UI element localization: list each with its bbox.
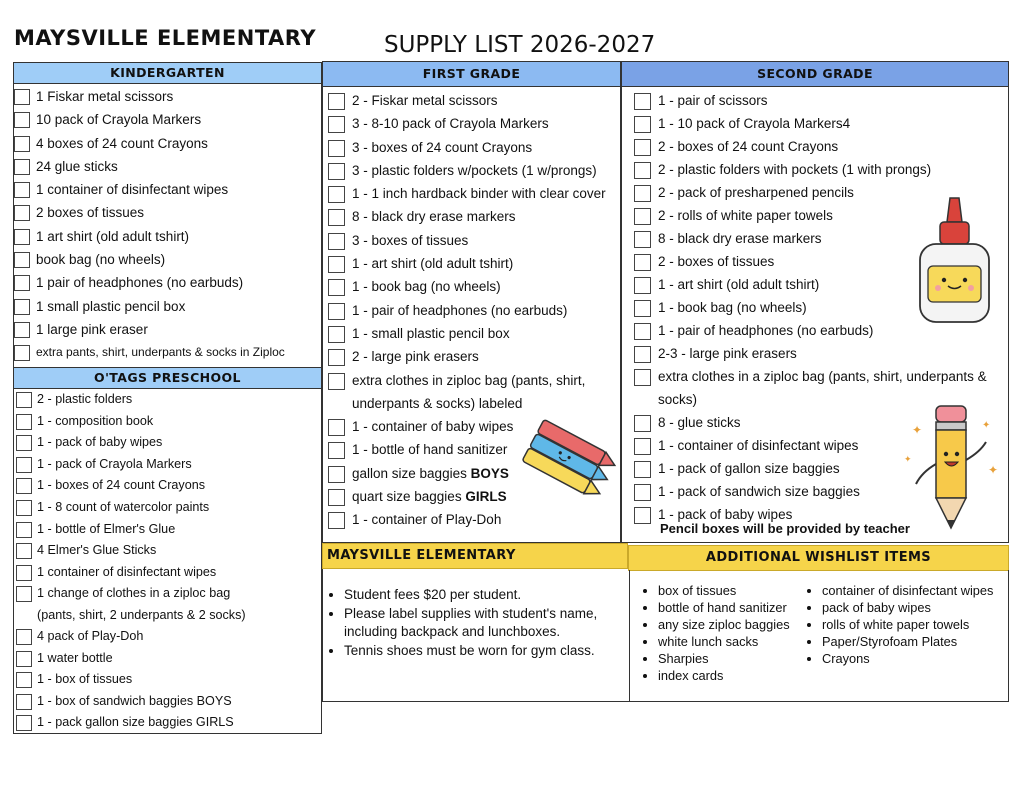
preschool-section xyxy=(13,367,322,734)
checkbox[interactable] xyxy=(328,140,345,157)
checkbox[interactable] xyxy=(634,438,651,455)
list-item: 1 - art shirt (old adult tshirt) xyxy=(622,277,1008,300)
checkbox[interactable] xyxy=(634,93,651,110)
pencil-character-icon xyxy=(902,402,1002,542)
checkbox[interactable] xyxy=(634,162,651,179)
list-item: 1 - 8 count of watercolor paints xyxy=(14,500,321,522)
info-bullet: • Tennis shoes must be worn for gym class. xyxy=(344,642,628,660)
checkbox[interactable] xyxy=(634,461,651,478)
svg-text:✦: ✦ xyxy=(904,454,912,464)
list-item: 1 - 1 inch hardback binder with clear cover xyxy=(323,186,620,209)
checkbox[interactable] xyxy=(14,229,30,245)
preschool-heading: O'TAGS PRESCHOOL xyxy=(14,368,321,389)
list-item: 2 - boxes of 24 count Crayons xyxy=(622,139,1008,162)
list-item: 1 - container of Play-Doh xyxy=(323,512,620,535)
list-item: 3 - boxes of tissues xyxy=(323,233,620,256)
checkbox[interactable] xyxy=(14,136,30,152)
info-section xyxy=(322,570,628,702)
checkbox[interactable] xyxy=(16,457,32,473)
list-item: 1 - small plastic pencil box xyxy=(323,326,620,349)
list-item: 4 boxes of 24 count Crayons xyxy=(14,136,321,159)
checkbox[interactable] xyxy=(328,279,345,296)
list-item: 1 large pink eraser xyxy=(14,322,321,345)
checkbox[interactable] xyxy=(328,186,345,203)
checkbox[interactable] xyxy=(16,694,32,710)
list-item: 1 - pack of sandwich size baggies xyxy=(622,484,1008,507)
list-item: 1 - pair of headphones (no earbuds) xyxy=(323,303,620,326)
checkbox[interactable] xyxy=(14,112,30,128)
checkbox[interactable] xyxy=(634,139,651,156)
list-item: 10 pack of Crayola Markers xyxy=(14,112,321,135)
checkbox[interactable] xyxy=(328,233,345,250)
checkbox[interactable] xyxy=(14,299,30,315)
list-item: gallon size baggies BOYS xyxy=(323,466,620,489)
list-item: 1 - pair of headphones (no earbuds) xyxy=(622,323,1008,346)
list-item: 24 glue sticks xyxy=(14,159,321,182)
list-item: 1 - box of sandwich baggies BOYS xyxy=(14,694,321,716)
svg-text:✦: ✦ xyxy=(982,420,991,431)
document-title: SUPPLY LIST 2026-2027 xyxy=(384,32,656,58)
list-item-continuation: (pants, shirt, 2 underpants & 2 socks) xyxy=(37,607,246,622)
boys-label: BOYS xyxy=(470,465,509,481)
list-item: 4 Elmer's Glue Sticks xyxy=(14,543,321,565)
second-grade-section xyxy=(621,61,1009,543)
list-item: 2 - large pink erasers xyxy=(323,349,620,372)
list-item: 2 - rolls of white paper towels xyxy=(622,208,1008,231)
list-item: 1 pair of headphones (no earbuds) xyxy=(14,275,321,298)
list-item: 2 - plastic folders with pockets (1 with prongs) xyxy=(622,162,1008,185)
checkbox[interactable] xyxy=(14,252,30,268)
list-item: 1 container of disinfectant wipes xyxy=(14,182,321,205)
list-item: 2 - boxes of tissues xyxy=(622,254,1008,277)
list-item: 4 pack of Play-Doh xyxy=(14,629,321,651)
checkbox[interactable] xyxy=(16,715,32,731)
checkbox[interactable] xyxy=(16,392,32,408)
checkbox[interactable] xyxy=(16,629,32,645)
checkbox[interactable] xyxy=(16,522,32,538)
checkbox[interactable] xyxy=(16,478,32,494)
checkbox[interactable] xyxy=(16,500,32,516)
first-grade-section xyxy=(322,61,621,543)
wishlist-item: • white lunch sacks xyxy=(658,633,790,650)
school-name: MAYSVILLE ELEMENTARY xyxy=(14,26,317,50)
list-item: 1 container of disinfectant wipes xyxy=(14,565,321,587)
checkbox[interactable] xyxy=(634,346,651,363)
svg-text:✦: ✦ xyxy=(912,423,923,437)
checkbox[interactable] xyxy=(328,209,345,226)
wishlist-item: • Paper/Styrofoam Plates xyxy=(822,633,993,650)
list-item: 1 - 10 pack of Crayola Markers4 xyxy=(622,116,1008,139)
checkbox[interactable] xyxy=(16,543,32,559)
checkbox[interactable] xyxy=(14,275,30,291)
list-item: 1 - container of baby wipes xyxy=(323,419,620,442)
list-item: 1 - pack of baby wipes xyxy=(622,507,1008,530)
checkbox[interactable] xyxy=(14,159,30,175)
checkbox[interactable] xyxy=(634,323,651,340)
list-item: 8 - black dry erase markers xyxy=(323,209,620,232)
checkbox[interactable] xyxy=(16,414,32,430)
checkbox[interactable] xyxy=(328,256,345,273)
wishlist-item: • container of disinfectant wipes xyxy=(822,582,993,599)
list-item: extra clothes in ziploc bag (pants, shirt, xyxy=(323,373,620,396)
list-item: 2 - plastic folders xyxy=(14,392,321,414)
list-item: 8 - black dry erase markers xyxy=(622,231,1008,254)
list-item: 2 boxes of tissues xyxy=(14,205,321,228)
list-item: extra clothes in a ziploc bag (pants, shirt, underpants & xyxy=(622,369,1008,392)
checkbox[interactable] xyxy=(634,484,651,501)
checkbox[interactable] xyxy=(634,208,651,225)
checkbox[interactable] xyxy=(14,182,30,198)
wishlist-item: • Crayons xyxy=(822,650,993,667)
list-item: 1 - box of tissues xyxy=(14,672,321,694)
checkbox[interactable] xyxy=(16,586,32,602)
list-item: 1 - art shirt (old adult tshirt) xyxy=(323,256,620,279)
first-grade-heading: FIRST GRADE xyxy=(323,62,620,87)
list-item: 3 - 8-10 pack of Crayola Markers xyxy=(323,116,620,139)
list-item: 1 - bottle of Elmer's Glue xyxy=(14,522,321,544)
checkbox[interactable] xyxy=(328,442,345,459)
checkbox[interactable] xyxy=(634,369,651,386)
list-item: 1 change of clothes in a ziploc bag xyxy=(14,586,321,608)
checkbox[interactable] xyxy=(328,163,345,180)
pencil-box-note: Pencil boxes will be provided by teacher xyxy=(660,521,910,536)
wishlist-item: • Sharpies xyxy=(658,650,790,667)
wishlist-item: • box of tissues xyxy=(658,582,790,599)
checkbox[interactable] xyxy=(328,419,345,436)
checkbox[interactable] xyxy=(634,254,651,271)
checkbox[interactable] xyxy=(14,89,30,105)
second-grade-heading: SECOND GRADE xyxy=(622,62,1008,87)
list-item: 1 - pack of baby wipes xyxy=(14,435,321,457)
wishlist-item: • any size ziploc baggies xyxy=(658,616,790,633)
checkbox[interactable] xyxy=(14,322,30,338)
list-item: 3 - plastic folders w/pockets (1 w/prongs) xyxy=(323,163,620,186)
list-item: 1 - pair of scissors xyxy=(622,93,1008,116)
wishlist-heading: ADDITIONAL WISHLIST ITEMS xyxy=(628,545,1009,571)
list-item: 2-3 - large pink erasers xyxy=(622,346,1008,369)
checkbox[interactable] xyxy=(14,205,30,221)
list-item: 1 - boxes of 24 count Crayons xyxy=(14,478,321,500)
checkbox[interactable] xyxy=(634,300,651,317)
checkbox[interactable] xyxy=(328,303,345,320)
checkbox[interactable] xyxy=(634,415,651,432)
list-item: 2 - pack of presharpened pencils xyxy=(622,185,1008,208)
list-item: 8 - glue sticks xyxy=(622,415,1008,438)
checkbox[interactable] xyxy=(634,116,651,133)
list-item: quart size baggies GIRLS xyxy=(323,489,620,512)
checkbox[interactable] xyxy=(328,349,345,366)
list-item: 1 - pack gallon size baggies GIRLS xyxy=(14,715,321,737)
checkbox[interactable] xyxy=(328,489,345,506)
list-item: 1 art shirt (old adult tshirt) xyxy=(14,229,321,252)
checkbox[interactable] xyxy=(328,116,345,133)
checkbox[interactable] xyxy=(634,507,651,524)
list-item-continuation: socks) xyxy=(658,392,698,407)
list-item-continuation: underpants & socks) labeled xyxy=(352,395,523,411)
checkbox[interactable] xyxy=(634,185,651,202)
crayons-icon xyxy=(519,412,619,512)
wishlist-item: • pack of baby wipes xyxy=(822,599,993,616)
kindergarten-heading: KINDERGARTEN xyxy=(14,63,321,84)
checkbox[interactable] xyxy=(328,93,345,110)
checkbox[interactable] xyxy=(16,565,32,581)
checkbox[interactable] xyxy=(16,651,32,667)
list-item: 1 - book bag (no wheels) xyxy=(622,300,1008,323)
checkbox[interactable] xyxy=(634,277,651,294)
info-heading: MAYSVILLE ELEMENTARY xyxy=(322,543,628,569)
svg-text:✦: ✦ xyxy=(988,463,999,477)
checkbox[interactable] xyxy=(328,326,345,343)
list-item: 1 - container of disinfectant wipes xyxy=(622,438,1008,461)
girls-label: GIRLS xyxy=(465,489,507,505)
wishlist-item: • rolls of white paper towels xyxy=(822,616,993,633)
list-item: 1 - pack of gallon size baggies xyxy=(622,461,1008,484)
wishlist-item: • index cards xyxy=(658,667,790,684)
list-item: 1 - composition book xyxy=(14,414,321,436)
list-item: 1 small plastic pencil box xyxy=(14,299,321,322)
list-item: book bag (no wheels) xyxy=(14,252,321,275)
list-item: 1 Fiskar metal scissors xyxy=(14,89,321,112)
list-item: 1 water bottle xyxy=(14,651,321,673)
list-item: 3 - boxes of 24 count Crayons xyxy=(323,140,620,163)
list-item: extra pants, shirt, underpants & socks in Ziploc xyxy=(14,345,321,368)
list-item: 1 - bottle of hand sanitizer xyxy=(323,442,620,465)
info-bullet: • Please label supplies with student's name, including backpack and lunchboxes. xyxy=(344,605,628,641)
divider xyxy=(322,701,1009,702)
kindergarten-section xyxy=(13,62,322,368)
divider xyxy=(322,569,323,702)
glue-bottle-icon xyxy=(912,192,997,327)
checkbox[interactable] xyxy=(634,231,651,248)
wishlist-section xyxy=(629,570,1009,702)
checkbox[interactable] xyxy=(16,435,32,451)
checkbox[interactable] xyxy=(328,373,345,390)
wishlist-item: • bottle of hand sanitizer xyxy=(658,599,790,616)
list-item: 1 - book bag (no wheels) xyxy=(323,279,620,302)
info-bullet: • Student fees $20 per student. xyxy=(344,586,628,604)
checkbox[interactable] xyxy=(328,466,345,483)
checkbox[interactable] xyxy=(16,672,32,688)
checkbox[interactable] xyxy=(14,345,30,361)
list-item: 1 - pack of Crayola Markers xyxy=(14,457,321,479)
checkbox[interactable] xyxy=(328,512,345,529)
list-item: 2 - Fiskar metal scissors xyxy=(323,93,620,116)
